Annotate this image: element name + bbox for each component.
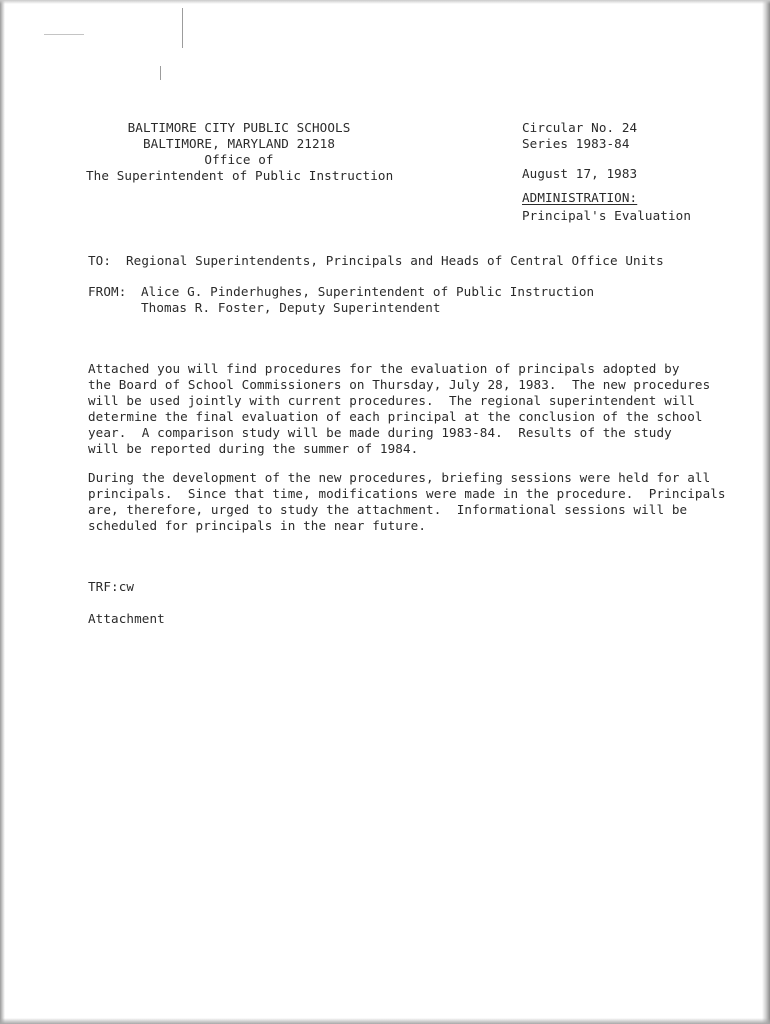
letterhead-office: Office of [204,152,274,167]
paragraph-line: principals. Since that time, modifications were made in the procedure. Principals [88,486,726,501]
paragraph-line: determine the final evaluation of each principal at the conclusion of the school [88,409,703,424]
to-label: TO: [88,253,112,268]
paragraph-1 [88,361,728,457]
paragraph-line: year. A comparison study will be made during 1983-84. Results of the study [88,425,672,440]
letterhead [86,120,392,184]
circular-subject: Principal's Evaluation [522,208,692,223]
circular-number: Circular No. 24 [522,120,638,135]
circular-date: August 17, 1983 [522,166,638,181]
initials: TRF:cw [88,579,135,594]
paragraph-line: scheduled for principals in the near future. [88,518,427,533]
paragraph-line: will be used jointly with current procedures. The regional superintendent will [88,393,695,408]
scan-edge-right [762,0,770,1024]
paragraph-line: will be reported during the summer of 1984. [88,441,419,456]
scan-mark [182,8,183,48]
paragraph-line: the Board of School Commissioners on Thursday, July 28, 1983. The new procedures [88,377,711,392]
from-sender-2: Thomas R. Foster, Deputy Superintendent [141,300,441,315]
scan-edge-left [0,0,5,1024]
paragraph-line: Attached you will find procedures for the evaluation of principals adopted by [88,361,680,376]
paragraph-line: are, therefore, urged to study the attachment. Informational sessions will be [88,502,688,517]
to-recipients: Regional Superintendents, Principals and Heads of Central Office Units [126,253,664,268]
circular-category: ADMINISTRATION: [522,190,638,205]
scan-edge-bottom [0,1018,770,1024]
scan-mark [160,66,161,80]
paragraph-line: During the development of the new procedures, briefing sessions were held for all [88,470,711,485]
circular-info [522,120,691,224]
scan-mark [44,34,84,35]
letterhead-superintendent: The Superintendent of Public Instruction [86,168,394,183]
from-sender-1: Alice G. Pinderhughes, Superintendent of Public Instruction [141,284,595,299]
letterhead-school-name: BALTIMORE CITY PUBLIC SCHOOLS [127,120,351,135]
attachment-note: Attachment [88,611,165,626]
circular-series: Series 1983-84 [522,136,630,151]
paragraph-2 [88,470,728,534]
scan-edge-top [0,0,770,4]
letterhead-address: BALTIMORE, MARYLAND 21218 [142,136,336,151]
from-label: FROM: [88,284,127,299]
